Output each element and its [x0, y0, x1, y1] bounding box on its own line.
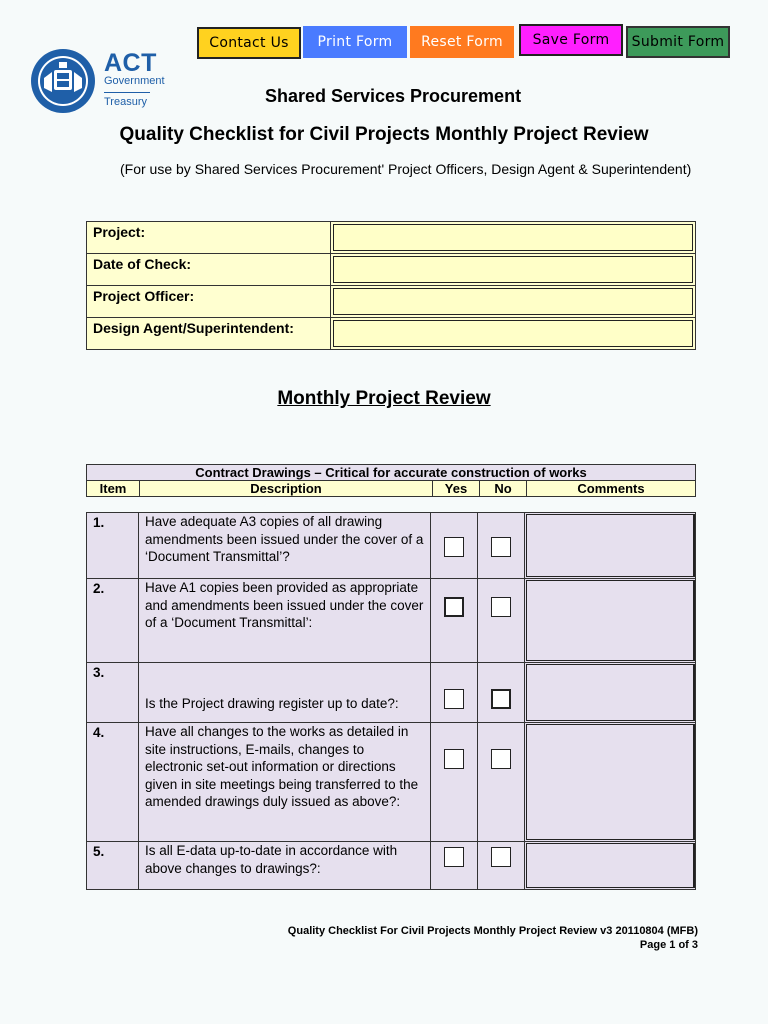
design-agent-label: Design Agent/Superintendent:: [87, 318, 331, 350]
column-header-yes: Yes: [433, 481, 480, 497]
yes-checkbox[interactable]: [444, 537, 464, 557]
comment-field[interactable]: [526, 664, 695, 721]
column-header-no: No: [480, 481, 527, 497]
logo-act-text: ACT: [104, 49, 157, 77]
print-form-button[interactable]: Print Form: [303, 26, 407, 58]
date-of-check-field[interactable]: [333, 256, 693, 283]
column-header-item: Item: [87, 481, 140, 497]
checklist-table: [86, 512, 696, 890]
project-officer-label: Project Officer:: [87, 286, 331, 318]
yes-checkbox[interactable]: [444, 689, 464, 709]
contact-us-button[interactable]: Contact Us: [197, 27, 301, 59]
table-row: [87, 579, 696, 663]
yes-checkbox[interactable]: [444, 847, 464, 867]
comment-field[interactable]: [526, 580, 695, 661]
comment-field[interactable]: [526, 843, 695, 888]
item-number: 2.: [87, 579, 139, 663]
item-description: Have all changes to the works as detailed in site instructions, E-mails, changes to electronic set-out information or directions given in site meetings being transferred to the amended drawings duly issued as above?:: [139, 723, 431, 842]
table-row: [87, 723, 696, 842]
item-number: 1.: [87, 513, 139, 579]
yes-checkbox[interactable]: [444, 597, 464, 617]
checklist-caption: Contract Drawings – Critical for accurate construction of works: [87, 465, 696, 481]
column-header-description: Description: [140, 481, 433, 497]
footer-page-number: Page 1 of 3: [639, 939, 698, 951]
item-description: Is the Project drawing register up to date?:: [139, 663, 431, 723]
table-row: [87, 513, 696, 579]
yes-checkbox[interactable]: [444, 749, 464, 769]
document-title: Quality Checklist for Civil Projects Monthly Project Review: [119, 124, 649, 145]
document-subtitle: (For use by Shared Services Procurement' Project Officers, Design Agent & Superintendent): [120, 161, 692, 177]
table-row: [87, 663, 696, 723]
item-number: 5.: [87, 842, 139, 890]
logo-government-text: Government: [104, 75, 165, 87]
item-number: 4.: [87, 723, 139, 842]
item-description: Have adequate A3 copies of all drawing amendments been issued under the cover of a ‘Document Transmittal’?: [139, 513, 431, 579]
date-of-check-label: Date of Check:: [87, 254, 331, 286]
project-officer-field[interactable]: [333, 288, 693, 315]
project-label: Project:: [87, 222, 331, 254]
item-description: Is all E-data up-to-date in accordance with above changes to drawings?:: [139, 842, 431, 890]
footer-document-version: Quality Checklist For Civil Projects Monthly Project Review v3 20110804 (MFB): [287, 925, 698, 937]
section-title: Monthly Project Review: [277, 388, 491, 409]
no-checkbox[interactable]: [491, 597, 511, 617]
design-agent-field[interactable]: [333, 320, 693, 347]
column-header-comments: Comments: [527, 481, 696, 497]
table-row: [87, 842, 696, 890]
page-footer: [288, 924, 698, 952]
no-checkbox[interactable]: [491, 847, 511, 867]
project-info-table: [86, 221, 696, 350]
reset-form-button[interactable]: Reset Form: [410, 26, 514, 58]
comment-field[interactable]: [526, 514, 695, 577]
organization-title: Shared Services Procurement: [264, 86, 522, 106]
no-checkbox[interactable]: [491, 689, 511, 709]
item-number: 3.: [87, 663, 139, 723]
save-form-button[interactable]: Save Form: [519, 24, 623, 56]
no-checkbox[interactable]: [491, 749, 511, 769]
comment-field[interactable]: [526, 724, 695, 840]
no-checkbox[interactable]: [491, 537, 511, 557]
checklist-header: [86, 464, 696, 497]
item-description: Have A1 copies been provided as appropriate and amendments been issued under the cover of a ‘Document Transmittal’:: [139, 579, 431, 663]
project-field[interactable]: [333, 224, 693, 251]
submit-form-button[interactable]: Submit Form: [626, 26, 730, 58]
logo-treasury-text: Treasury: [104, 96, 147, 108]
